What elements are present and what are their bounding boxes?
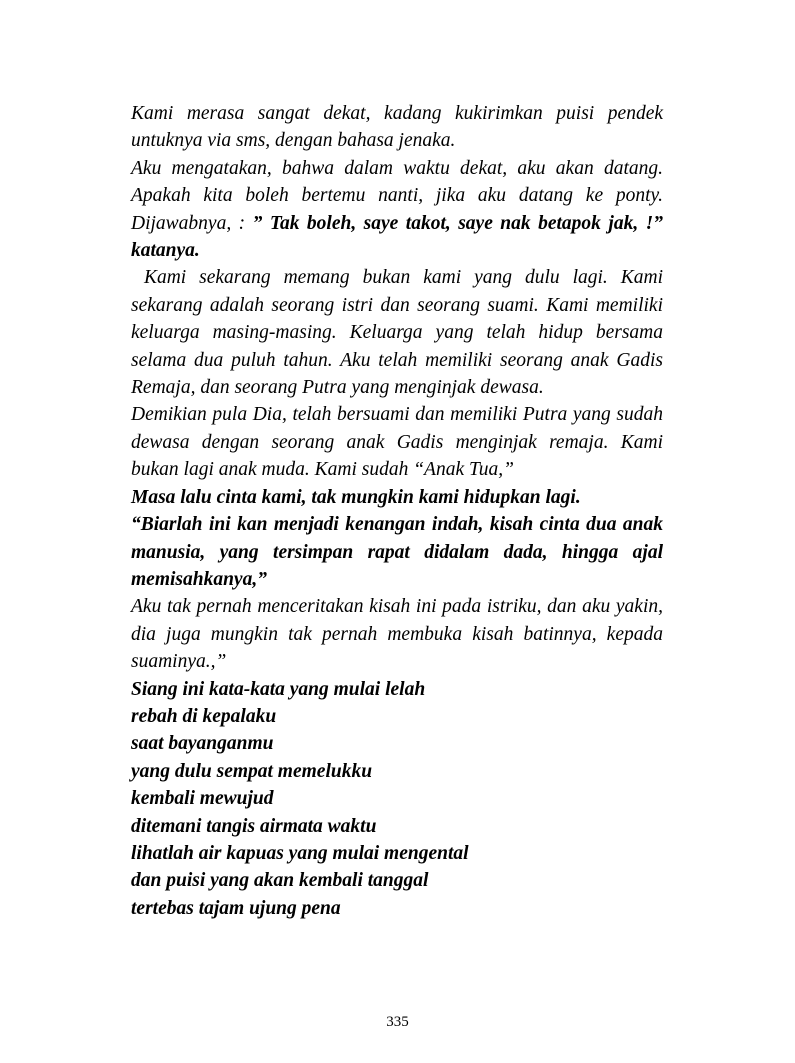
text-run: lihatlah air kapuas yang mulai mengental [131,842,469,864]
paragraph [131,813,663,840]
paragraph [131,867,663,894]
text-run: kembali mewujud [131,788,274,810]
paragraph [131,785,663,812]
text-run: “Biarlah ini kan menjadi kenangan indah, kisah cinta dua anak manusia, yang tersimpan rapat didalam dada, hingga ajal memisahkanya,” [131,514,663,590]
text-run: Aku mengatakan, bahwa dalam waktu dekat, aku akan datang. Apakah kita boleh bertemu nanti, jika aku datang ke ponty. Dijawabnya, : [131,157,663,234]
text-run: Kami merasa sangat dekat, kadang kukirimkan puisi pendek untuknya via sms, dengan bahasa jenaka. [131,103,663,152]
paragraph [131,484,663,511]
text-run: ditemani tangis airmata waktu [131,815,377,837]
text-run: yang dulu sempat memelukku [131,760,373,782]
page-number: 335 [386,1014,409,1030]
paragraph [131,758,663,785]
paragraph [131,264,663,401]
paragraph [131,840,663,867]
text-run: tertebas tajam ujung pena [131,897,341,919]
paragraph [131,730,663,757]
page-text-block [131,100,663,922]
paragraph [131,593,663,675]
text-run: Siang ini kata-kata yang mulai lelah [131,678,426,700]
paragraph [131,676,663,703]
text-run: rebah di kepalaku [131,705,277,727]
paragraph [131,511,663,593]
paragraph [131,895,663,922]
text-run: dan puisi yang akan kembali tanggal [131,870,429,892]
paragraph [131,401,663,483]
text-run: Masa lalu cinta kami, tak mungkin kami hidupkan lagi. [131,486,581,508]
text-run: ” Tak boleh, saye takot, saye nak betapok jak, !” katanya. [131,212,663,262]
text-run: Demikian pula Dia, telah bersuami dan memiliki Putra yang sudah dewasa dengan seorang anak Gadis menginjak remaja. Kami bukan lagi anak muda. Kami sudah “Anak Tua,” [131,404,663,481]
paragraph [131,155,663,265]
text-run: Aku tak pernah menceritakan kisah ini pada istriku, dan aku yakin, dia juga mungkin tak pernah membuka kisah batinnya, kepada suaminya.,” [131,596,663,673]
paragraph [131,100,663,155]
text-run: Kami sekarang memang bukan kami yang dulu lagi. Kami sekarang adalah seorang istri dan seorang suami. Kami memiliki keluarga masing-masing. Keluarga yang telah hidup bersama selama dua puluh tahun. Aku telah memiliki seorang anak Gadis Remaja, dan seorang Putra yang menginjak dewasa. [131,267,663,399]
paragraph [131,703,663,730]
text-run: saat bayanganmu [131,733,274,755]
